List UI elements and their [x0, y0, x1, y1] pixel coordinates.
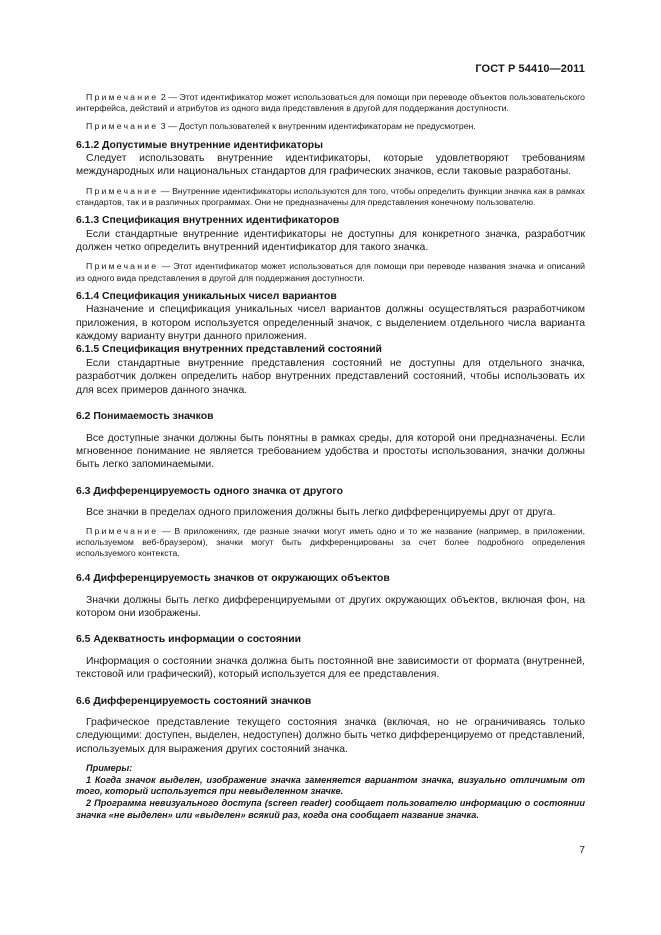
section-6-1-5-title: 6.1.5 Спецификация внутренних представлений состояний	[76, 344, 382, 356]
section-6-1-2-note	[76, 186, 585, 208]
section-6-3-title: 6.3 Дифференцируемость одного значка от другого	[76, 485, 343, 497]
section-6-5-title: 6.5 Адекватность информации о состоянии	[76, 634, 301, 646]
section-6-4-title: 6.4 Дифференцируемость значков от окружающих объектов	[76, 573, 390, 585]
section-6-1-3-text: Если стандартные внутренние идентификаторы не доступны для конкретного значка, разработчик должен четко определить внутренний идентификатор для такого значка.	[76, 228, 585, 254]
note-2	[76, 92, 585, 114]
section-6-6-text: Графическое представление текущего состояния значка (включая, но не ограничиваясь только следующими: доступен, выделен, недоступен) должно быть четко дифференцируемо от представлений, используемых для выражения других состояний значка.	[76, 717, 585, 755]
note-label: Примечание	[86, 525, 159, 536]
section-6-4-text: Значки должны быть легко дифференцируемыми от других окружающих объектов, включая фон, на котором они изображены.	[76, 594, 585, 619]
section-6-1-2-title: 6.1.2 Допустимые внутренние идентификаторы	[76, 139, 324, 151]
note-text: — Внутренние идентификаторы используются для того, чтобы определить функции значка как в рамках стандартов, так и в различных программах. Они не предназначены для представления конечному пользователю.	[76, 185, 585, 208]
note-3	[76, 121, 585, 132]
section-6-2-title: 6.2 Понимаемость значков	[76, 411, 214, 423]
examples-title: Примеры:	[86, 763, 133, 774]
note-label: Примечание	[86, 261, 159, 272]
example-2: 2 Программа невизуального доступа (screen reader) сообщает пользователю информацию о состоянии значка «не выделен» или «выделен» всякий раз, когда она сообщает название значка.	[76, 798, 585, 820]
note-text: — Этот идентификатор может использоваться для помощи при переводе названия значка и описаний из одного вида представления в другой для поддержания доступности.	[76, 261, 585, 283]
section-6-1-5-text: Если стандартные внутренние представления состояний не доступны для отдельного значка, разработчик должен определить набор внутренних представлений состояний, чтобы использовать их для всех примеров данного значка.	[76, 357, 585, 396]
section-6-2-text: Все доступные значки должны быть понятны в рамках среды, для которой они предназначены. Если мгновенное понимание не является требованием удобства и простоты использования, значки должны быть легко запоминаемыми.	[76, 432, 585, 471]
page-content	[76, 92, 585, 821]
note-label: Примечание	[86, 92, 159, 102]
section-6-1-4-text: Назначение и спецификация уникальных чисел вариантов должны осуществляться разработчиком приложения, в котором используется определенный значок, с выделением отдельного числа варианта каждому варианту внутри данного приложения.	[76, 304, 585, 343]
section-6-1-2-text: Следует использовать внутренние идентификаторы, которые удовлетворяют требованиям международных или национальных стандартов для графических значков, если таковые разработаны.	[76, 153, 585, 178]
section-6-3-text: Все значки в пределах одного приложения должны быть легко дифференцируемы друг от друга.	[86, 507, 556, 519]
example-1: 1 Когда значок выделен, изображение значка заменяется вариантом значка, визуально отличимым от того, который используется при невыделенном значке.	[76, 774, 585, 797]
section-6-5-text: Информация о состоянии значка должна быть постоянной вне зависимости от формата (внутренней, текстовой или графический), который используется для ее представления.	[76, 655, 585, 681]
section-6-1-3-title: 6.1.3 Спецификация внутренних идентификаторов	[76, 215, 340, 227]
note-label: Примечание	[86, 185, 159, 196]
note-text: 2 — Этот идентификатор может использоваться для помощи при переводе объектов пользовательского интерфейса, действий и атрибутов из одного вида представления в другой для поддержания доступности.	[76, 92, 585, 114]
section-6-1-3-note	[76, 261, 585, 283]
standard-header: ГОСТ Р 54410—2011	[475, 63, 585, 75]
section-6-6-title: 6.6 Дифференцируемость состояний значков	[76, 695, 312, 707]
note-text: 3 — Доступ пользователей к внутренним идентификаторам не предусмотрен.	[160, 121, 476, 132]
section-6-3-note	[76, 526, 585, 560]
note-text: — В приложениях, где разные значки могут иметь одно и то же название (например, в приложении, используемом веб-браузером), значки могут быть дифференцированы за счет более подробного определения используемого контекста.	[76, 525, 585, 558]
note-label: Примечание	[86, 121, 159, 132]
section-6-1-4-title: 6.1.4 Спецификация уникальных чисел вариантов	[76, 290, 337, 302]
page-number: 7	[579, 845, 585, 856]
